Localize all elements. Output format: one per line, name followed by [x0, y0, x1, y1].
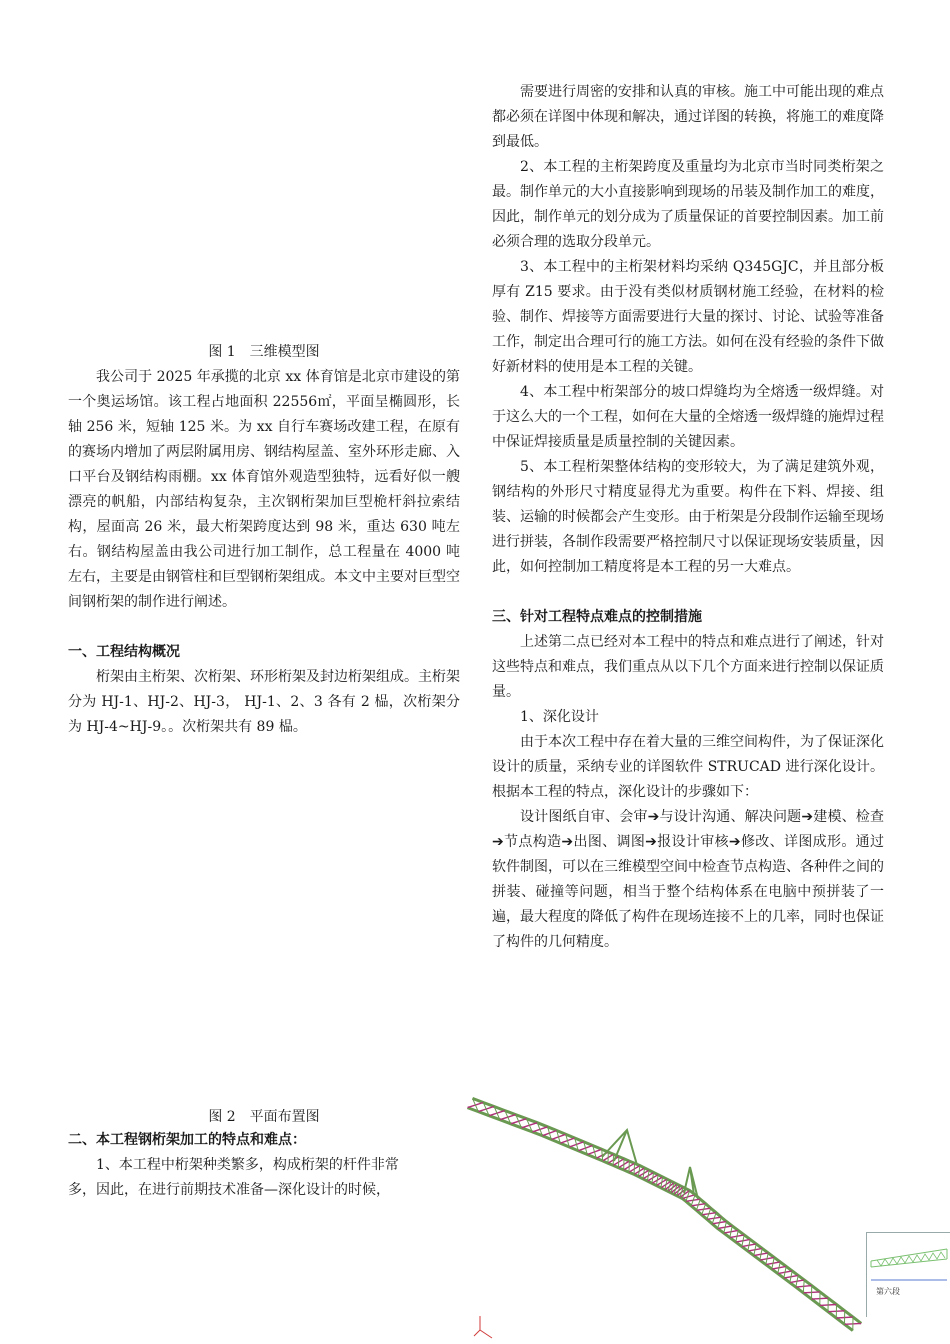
section-3-intro: 上述第二点已经对本工程中的特点和难点进行了阐述，针对这些特点和难点，我们重点从以下几个方面来进行控制以保证质量。: [492, 634, 884, 700]
thumbnail-label: 第六段: [876, 1287, 900, 1296]
subsection-1-title: 1、深化设计: [520, 709, 599, 725]
section-2-title: 二、本工程钢桁架加工的特点和难点：: [68, 1132, 306, 1148]
segment-thumbnail: [866, 1232, 950, 1317]
section-2-para-1a: 1、本工程中桁架种类繁多，构成桁架的杆件非常: [96, 1157, 399, 1173]
subsection-1-para-2: 设计图纸自审、会审➔与设计沟通、解决问题➔建模、检查➔节点构造➔出图、调图➔报设计审核➔修改、详图成形。通过软件制图，可以在三维模型空间中检查节点构造、各种件之间的拼装、碰撞等问题，相当于整个结构体系在电脑中预拼装了一遍，最大程度的降低了构件在现场连接不上的几率，同时也保证了构件的几何精度。: [492, 809, 884, 950]
axis-triad-icon: [470, 1312, 500, 1342]
difficulty-3: 3、本工程中的主桁架材料均采纳 Q345GJC，并且部分板厚有 Z15 要求。由于没有类似材质钢材施工经验，在材料的检验、制作、焊接等方面需要进行大量的探讨、讨论、试验等准备工作，制定出合理可行的施工方法。如何在没有经验的条件下做好新材料的使用是本工程的关键。: [492, 259, 884, 375]
difficulty-4: 4、本工程中桁架部分的坡口焊缝均为全熔透一级焊缝。对于这么大的一个工程，如何在大量的全熔透一级焊缝的施焊过程中保证焊接质量是质量控制的关键因素。: [492, 384, 884, 450]
thumbnail-truss-drawing: [867, 1233, 950, 1317]
continued-paragraph: 需要进行周密的安排和认真的审核。施工中可能出现的难点都必须在详图中体现和解决，通过详图的转换，将施工的难度降到最低。: [492, 84, 884, 150]
section-1-body: 桁架由主桁架、次桁架、环形桁架及封边桁架组成。主桁架分为 HJ-1、HJ-2、HJ-3， HJ-1、2、3 各有 2 榀，次桁架分为 HJ-4~HJ-9。。次桁架共有 89 榀。: [68, 669, 460, 735]
intro-paragraph: 我公司于 2025 年承揽的北京 xx 体育馆是北京市建设的第一个奥运场馆。该工程占地面积 22556㎡，平面呈椭圆形，长轴 256 米，短轴 125 米。为 xx 自行车赛场改建工程，在原有的赛场内增加了两层附属用房、钢结构屋盖、室外环形走廊、入口平台及钢结构雨棚。xx 体育馆外观造型独特，远看好似一艘漂亮的帆船，内部结构复杂，主次钢桁架加巨型桅杆斜拉索结构，屋面高 26 米，最大桁架跨度达到 98 米，重达 630 吨左右。钢结构屋盖由我公司进行加工制作，总工程量在 4000 吨左右，主要是由钢管柱和巨型钢桁架组成。本文中主要对巨型空间钢桁架的制作进行阐述。: [68, 369, 460, 610]
difficulty-5: 5、本工程桁架整体结构的变形较大，为了满足建筑外观，钢结构的外形尺寸精度显得尤为重要。构件在下料、焊接、组装、运输的时候都会产生变形。由于桁架是分段制作运输至现场进行拼装，各制作段需要严格控制尺寸以保证现场安装质量，因此，如何控制加工精度将是本工程的另一大难点。: [492, 459, 884, 575]
section-2-para-1b: 多，因此，在进行前期技术准备—深化设计的时候，: [68, 1182, 390, 1198]
figure-2-caption: 图 2 平面布置图: [208, 1109, 320, 1125]
difficulty-2: 2、本工程的主桁架跨度及重量均为北京市当时同类桁架之最。制作单元的大小直接影响到现场的吊装及制作加工的难度，因此，制作单元的划分成为了质量保证的首要控制因素。加工前必须合理的选取分段单元。: [492, 159, 884, 250]
truss-web-members: [473, 1098, 854, 1330]
subsection-1-para-1: 由于本次工程中存在着大量的三维空间构件，为了保证深化设计的质量，采纳专业的详图软件 STRUCAD 进行深化设计。根据本工程的特点，深化设计的步骤如下：: [492, 734, 884, 800]
truss-model-figure: [462, 1095, 872, 1335]
section-1-title: 一、工程结构概况: [68, 644, 180, 660]
left-column: [68, 340, 460, 740]
figure-1-caption: 图 1 三维模型图: [208, 344, 320, 360]
section-3-title: 三、针对工程特点难点的控制措施: [492, 609, 702, 625]
truss-top-chord: [468, 1108, 853, 1331]
right-column: [492, 80, 884, 955]
section-2: [68, 1128, 460, 1203]
